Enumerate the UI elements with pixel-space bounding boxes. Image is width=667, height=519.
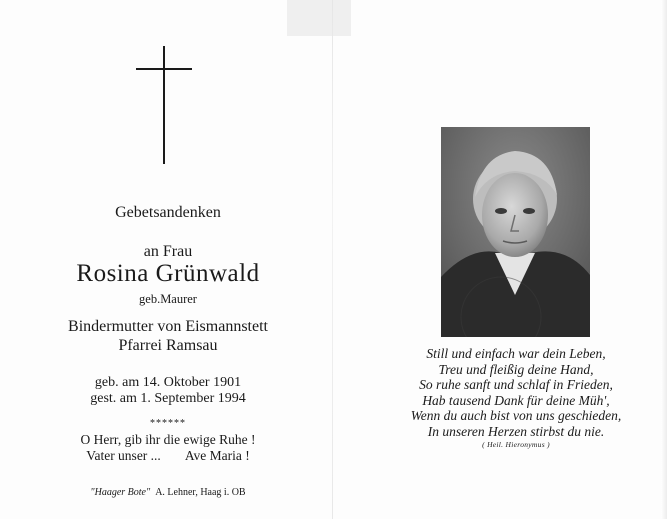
prayer-line: O Herr, gib ihr die ewige Ruhe ! bbox=[80, 432, 256, 447]
parish: Pfarrei Ramsau bbox=[118, 337, 218, 354]
poem-line: So ruhe sanft und schlaf in Frieden, bbox=[419, 377, 613, 393]
portrait-photo bbox=[441, 127, 590, 337]
deceased-name: Rosina Grünwald bbox=[76, 260, 260, 287]
occupation: Bindermutter von Eismannstett bbox=[68, 318, 268, 335]
death-date: gest. am 1. September 1994 bbox=[90, 391, 246, 406]
salutation: an Frau bbox=[143, 243, 193, 260]
poem-attribution: ( Heil. Hieronymus ) bbox=[482, 440, 550, 449]
poem-line: Wenn du auch bist von uns geschieden, bbox=[410, 408, 622, 424]
birth-date: geb. am 14. Oktober 1901 bbox=[94, 375, 242, 390]
printer-address: A. Lehner, Haag i. OB bbox=[155, 487, 246, 498]
card-fold bbox=[332, 0, 333, 519]
poem-line: In unseren Herzen stirbst du nie. bbox=[427, 423, 605, 439]
separator: ****** bbox=[150, 418, 186, 429]
printer-credit bbox=[28, 487, 308, 498]
poem-line: Treu und fleißig deine Hand, bbox=[438, 361, 594, 377]
prayer-ave-maria: Ave Maria ! bbox=[184, 448, 250, 463]
prayer-line bbox=[28, 448, 308, 464]
heading: Gebetsandenken bbox=[115, 204, 221, 221]
maiden-name: geb.Maurer bbox=[139, 292, 197, 306]
left-panel bbox=[28, 0, 308, 519]
card-edge bbox=[661, 0, 667, 519]
portrait-image bbox=[441, 127, 590, 337]
poem bbox=[390, 346, 642, 440]
poem-line: Still und einfach war dein Leben, bbox=[426, 346, 606, 361]
poem-line: Hab tausend Dank für deine Müh', bbox=[422, 392, 610, 408]
prayer-vater-unser: Vater unser ... bbox=[86, 448, 161, 463]
printer-name: "Haager Bote" bbox=[90, 487, 151, 498]
